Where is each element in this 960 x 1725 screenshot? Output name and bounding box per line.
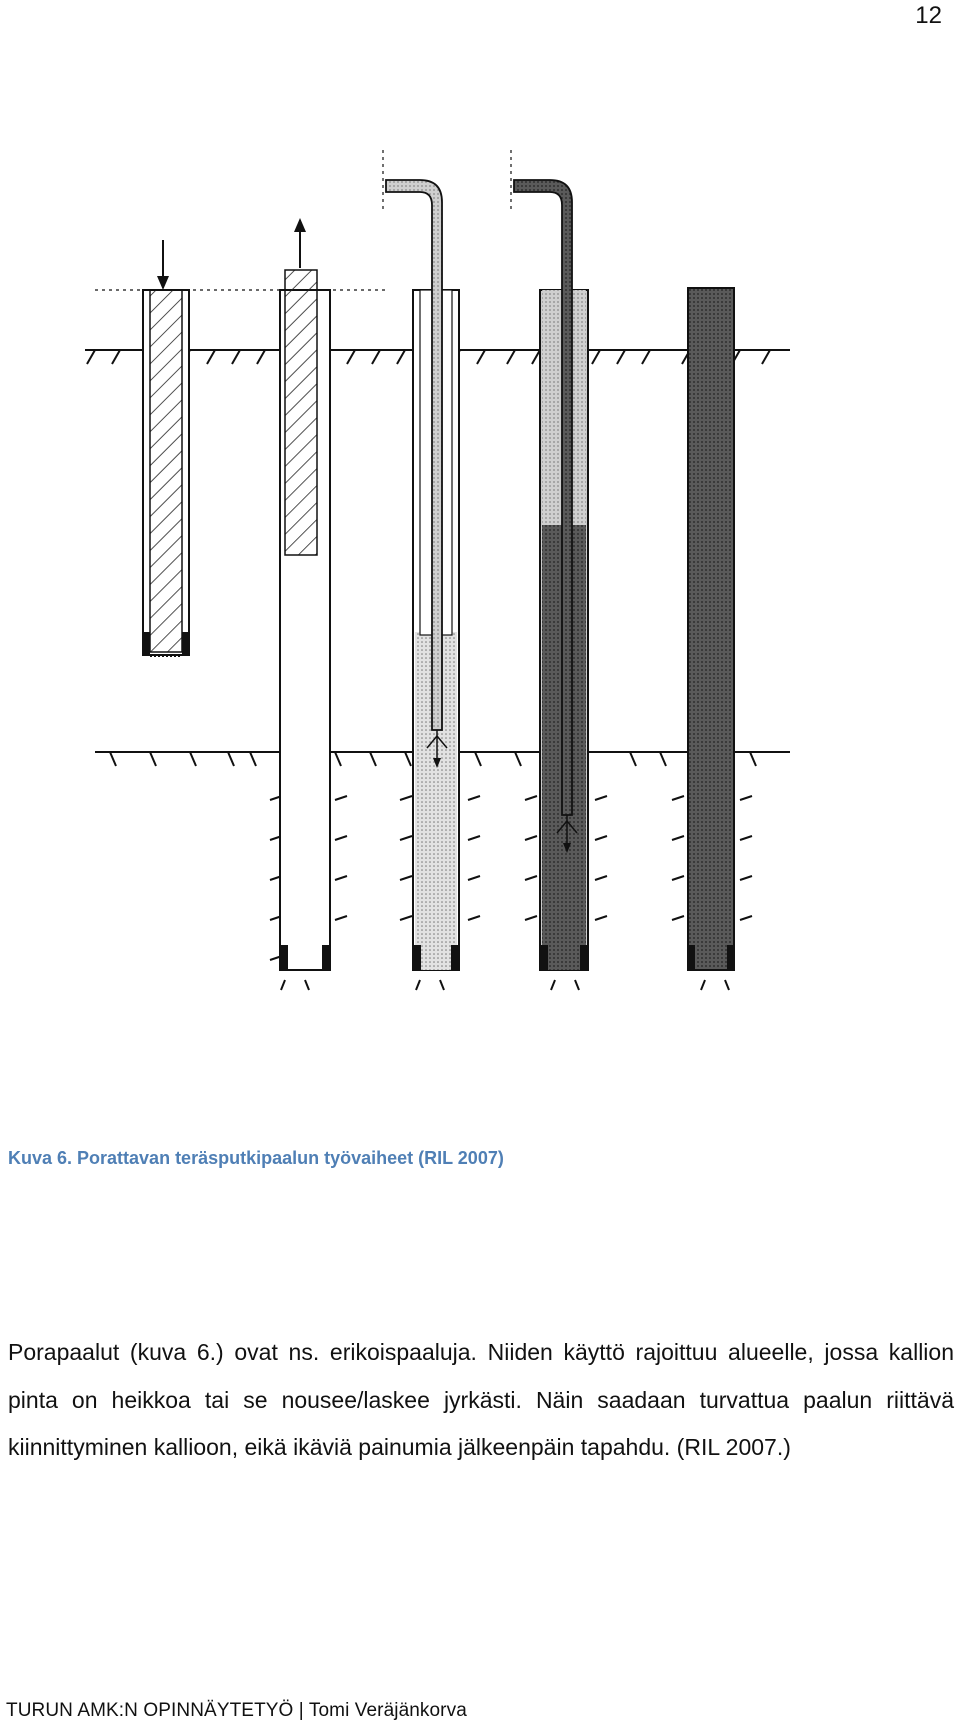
pile-stages-diagram bbox=[0, 140, 960, 1100]
stage-5-finished-pile bbox=[688, 288, 734, 971]
stage-4-grouting bbox=[511, 150, 588, 971]
stage-1-drilling bbox=[95, 240, 385, 656]
stage-2-lifting bbox=[280, 218, 330, 971]
figure-caption: Kuva 6. Porattavan teräsputkipaalun työvaiheet (RIL 2007) bbox=[8, 1148, 504, 1168]
body-paragraph: Porapaalut (kuva 6.) ovat ns. erikoispaaluja. Niiden käyttö rajoittuu alueelle, jossa kallion pinta on heikkoa tai se nousee/laskee jyrkästi. Näin saadaan turvattua paalun riittävä kiinnittyminen kallioon, eikä ikäviä painumia jälkeenpäin tapahdu. (RIL 2007.) bbox=[8, 1339, 954, 1460]
page-number: 12 bbox=[915, 2, 942, 29]
pile-stages-figure bbox=[0, 140, 960, 1100]
page-footer: TURUN AMK:N OPINNÄYTETYÖ | Tomi Veräjänkorva bbox=[6, 1700, 467, 1721]
stage-3-grouting bbox=[383, 150, 459, 971]
